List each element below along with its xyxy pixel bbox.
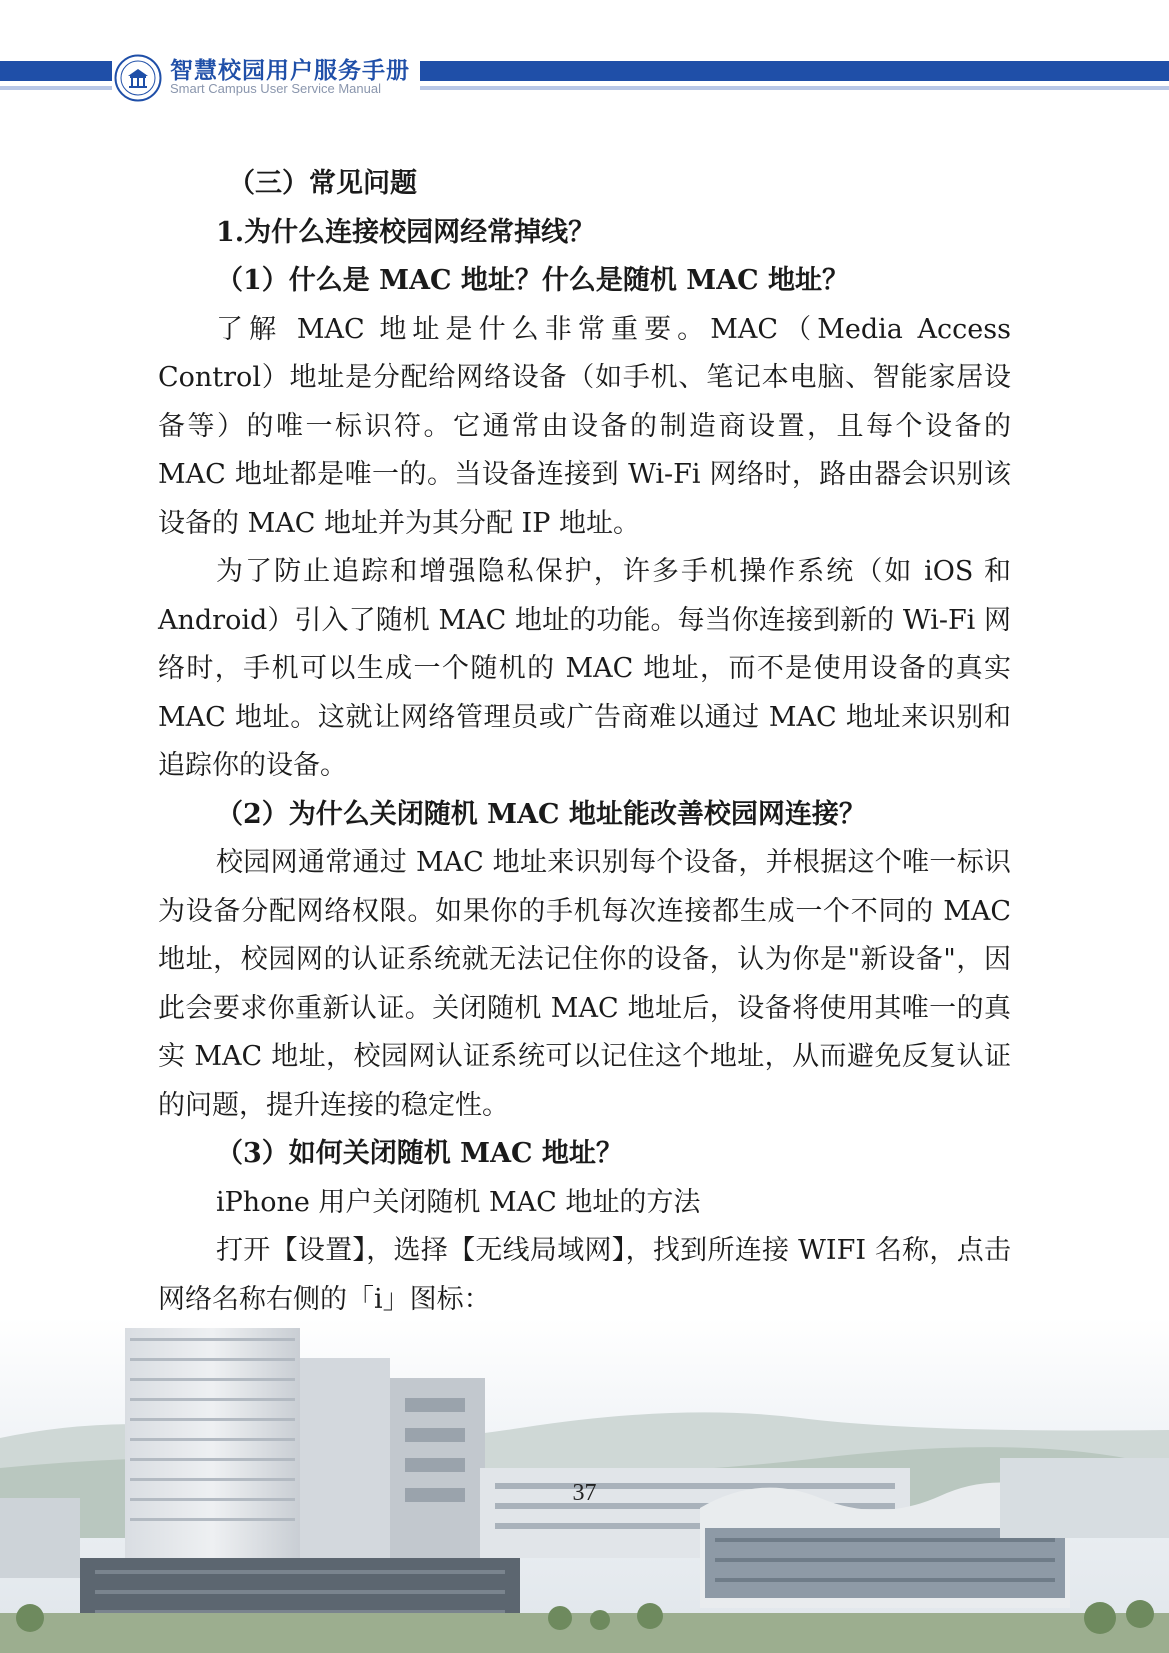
page-number: 37 xyxy=(572,1480,597,1506)
subheading-3: （3）如何关闭随机 MAC 地址？ xyxy=(216,1138,623,1169)
university-seal-logo xyxy=(114,54,162,102)
section-heading: （三）常见问题 xyxy=(228,168,417,199)
paragraph-mac-definition: 了解 MAC 地址是什么非常重要。MAC（Media Access Control）地址是分配给网络设备（如手机、笔记本电脑、智能家居设备等）的唯一标识符。它通常由设备的制造商设置，且每个设备的 MAC 地址都是唯一的。当设备连接到 Wi-Fi 网络时，路由器会识别该设备的 MAC 地址并为其分配 IP 地址。 xyxy=(158,313,1011,539)
paragraph-random-mac: 为了防止追踪和增强隐私保护，许多手机操作系统（如 iOS 和 Android）引入了随机 MAC 地址的功能。每当你连接到新的 Wi-Fi 网络时，手机可以生成一个随机的 MAC 地址，而不是使用设备的真实 MAC 地址。这就让网络管理员或广告商难以通过 MAC 地址来识别和追踪你的设备。 xyxy=(158,556,1011,781)
paragraph-why-disable: 校园网通常通过 MAC 地址来识别每个设备，并根据这个唯一标识为设备分配网络权限。如果你的手机每次连接都生成一个不同的 MAC 地址，校园网的认证系统就无法记住你的设备，认为你是"新设备"，因此会要求你重新认证。关闭随机 MAC 地址后，设备将使用其唯一的真实 MAC 地址，校园网认证系统可以记住这个地址，从而避免反复认证的问题，提升连接的稳定性。 xyxy=(158,847,1011,1121)
paragraph-iphone-method: iPhone 用户关闭随机 MAC 地址的方法 xyxy=(216,1186,701,1218)
header-bar-right xyxy=(420,61,1169,81)
question-heading: 1.为什么连接校园网经常掉线？ xyxy=(216,216,596,248)
manual-title: 智慧校园用户服务手册 xyxy=(170,57,410,84)
subheading-2: （2）为什么关闭随机 MAC 地址能改善校园网连接？ xyxy=(216,798,866,830)
manual-subtitle: Smart Campus User Service Manual xyxy=(170,81,381,96)
header-bar-left-thin xyxy=(0,86,112,90)
page-content xyxy=(158,160,1011,1324)
header-bar-right-thin xyxy=(420,86,1169,90)
paragraph-iphone-steps: 打开【设置】，选择【无线局域网】，找到所连接 WIFI 名称，点击网络名称右侧的「i」图标： xyxy=(158,1235,1011,1315)
subheading-1: （1）什么是 MAC 地址？什么是随机 MAC 地址？ xyxy=(216,265,850,296)
header-bar-left xyxy=(0,61,112,81)
